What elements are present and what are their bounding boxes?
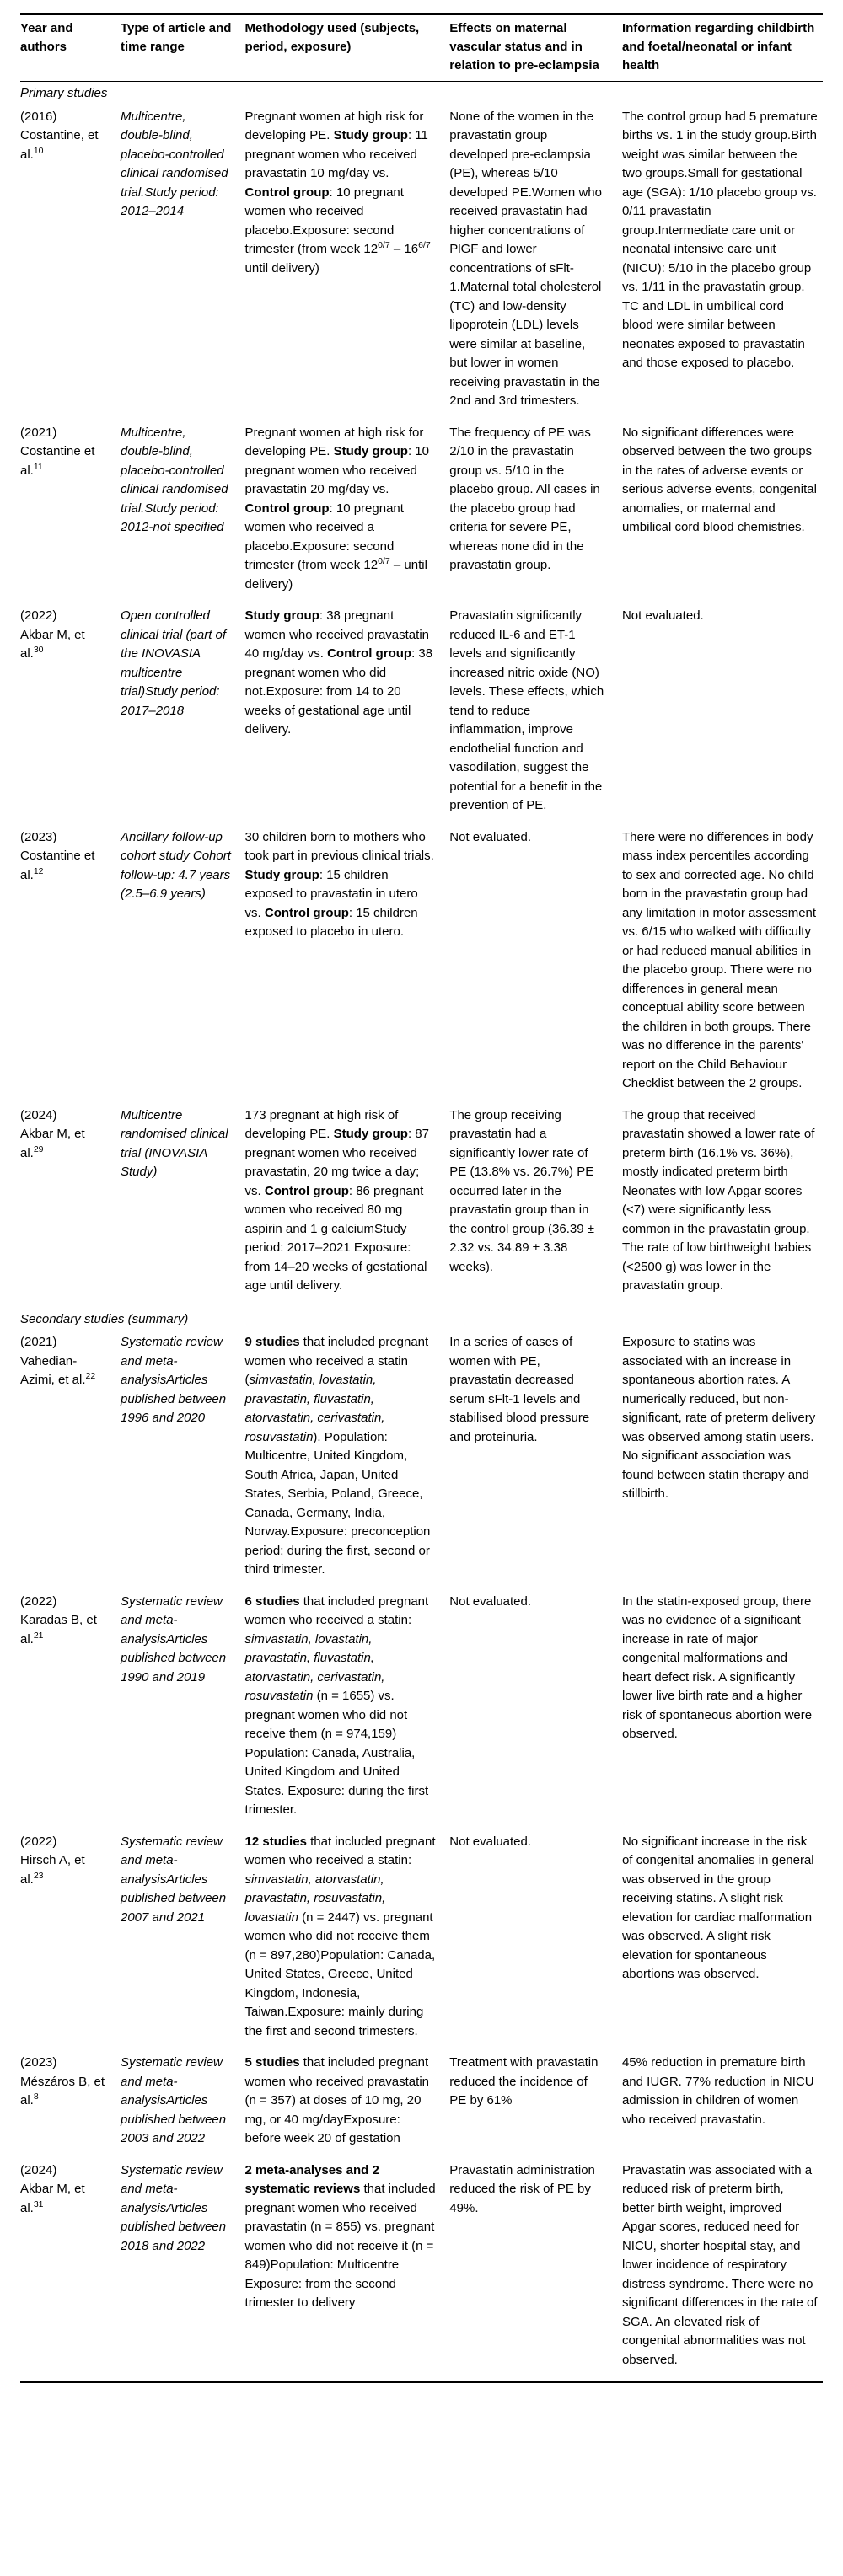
- study-row: [20, 107, 823, 423]
- cell-article-type: Systematic review and meta-analysisArticles published between 1996 and 2020: [121, 1335, 227, 1426]
- study-row: [20, 1832, 823, 2054]
- study-year: (2023): [20, 2055, 57, 2070]
- study-authors: Hirsch A, et al.$^{23}$: [20, 1853, 85, 1887]
- header-row: [20, 14, 823, 82]
- cell-year-authors: [20, 1592, 121, 1832]
- column-header-1: Year and authors: [20, 14, 121, 82]
- cell-outcomes: No significant differences were observed between the two groups in the rates of adverse events or serious adverse events, congenital anomalies, or maternal and umbilical cord blood chemistries.: [621, 425, 817, 535]
- study-year: (2024): [20, 1107, 57, 1122]
- cell-article-type: Systematic review and meta-analysisArticles published between 2003 and 2022: [121, 2055, 227, 2146]
- cell-effects: Treatment with pravastatin reduced the incidence of PE by 61%: [449, 2055, 599, 2108]
- study-authors: Mészáros B, et al.$^8$: [20, 2074, 105, 2108]
- cell-article-type: Systematic review and meta-analysisArticles published between 2007 and 2021: [121, 1834, 227, 1925]
- cell-methodology: Pregnant women at high risk for developing PE. Study group: 11 pregnant women who received pravastatin 10 mg/day vs. Control group: 10 pregnant women who received placebo.Exposure: second trimester (from week $12^{0/7} - 16^{6/7}$ until delivery): [244, 109, 431, 276]
- study-row: [20, 2053, 823, 2161]
- cell-methodology: 2 meta-analyses and 2 systematic reviews that included pregnant women who received pravastatin (n = 855) vs. pregnant women who did not receive it (n = 849)Population: Multicentre Exposure: from the second trimester to delivery: [244, 2162, 436, 2311]
- study-authors: Karadas B, et al.$^{21}$: [20, 1613, 97, 1647]
- cell-year-authors: [20, 1106, 121, 1308]
- cell-methodology: 173 pregnant at high risk of developing PE. Study group: 87 pregnant women who received pravastatin, 20 mg twice a day; vs. Control group: 86 pregnant women who received 80 mg aspirin and 1 g calciumStudy period: 2017–2021 Exposure: from 14–20 weeks of gestational age until delivery.: [244, 1107, 429, 1293]
- cell-article-type: Multicentre, double-blind, placebo-controlled clinical randomised trial.Study period: 2012–2014: [121, 109, 228, 219]
- cell-outcomes: The group that received pravastatin showed a lower rate of preterm birth (16.1% vs. 36%), mostly indicated preterm birth Neonates with low Apgar scores (<7) were significantly less common in the pravastatin group. The rate of low birthweight babies (<2500 g) was lower in the pravastatin group.: [621, 1107, 815, 1293]
- table-header: [20, 14, 823, 82]
- cell-year-authors: [20, 1832, 121, 2054]
- study-year: (2016): [20, 109, 57, 124]
- study-authors: Akbar M, et al.$^{29}$: [20, 1127, 85, 1160]
- cell-outcomes: In the statin-exposed group, there was no evidence of a significant increase in rate of major congenital malformations and heart defect risk. A significantly lower live birth rate and a higher risk of spontaneous abortion were observed.: [621, 1593, 813, 1742]
- cell-outcomes: There were no differences in body mass index percentiles according to sex and corrected age. No child born in the pravastatin group had any limitation in motor assessment vs. 6/15 who walked with difficulty or had reduced manual abilities in the placebo group. There were no differences in general mean conceptual ability score between the children in both groups. There was no difference in the parents' report on the Child Behaviour Checklist between the 2 groups.: [621, 829, 817, 1091]
- cell-effects: In a series of cases of women with PE, pravastatin decreased serum sFlt-1 levels and stabilised blood pressure and proteinuria.: [449, 1335, 590, 1444]
- section-label: Primary studies: [20, 86, 108, 101]
- cell-methodology: 5 studies that included pregnant women who received pravastatin (n = 357) at doses of 10 mg, 20 mg, or 40 mg/dayExposure: before week 20 of gestation: [244, 2055, 429, 2146]
- table-body: [20, 82, 823, 2383]
- cell-year-authors: [20, 827, 121, 1106]
- study-row: [20, 827, 823, 1106]
- cell-year-authors: [20, 1332, 121, 1592]
- study-year: (2022): [20, 608, 57, 624]
- study-row: [20, 1592, 823, 1832]
- cell-outcomes: No significant increase in the risk of congenital anomalies in general was observed in the group receiving statins. A slight risk elevation for cardiac malformation was observed. A slight risk elevation for spontaneous abortions was observed.: [621, 1834, 814, 1982]
- cell-article-type: Systematic review and meta-analysisArticles published between 2018 and 2022: [121, 2162, 227, 2253]
- cell-article-type: Multicentre randomised clinical trial (INOVASIA Study): [121, 1107, 228, 1180]
- column-header-3: Methodology used (subjects, period, exposure): [245, 14, 450, 82]
- study-year: (2023): [20, 829, 57, 844]
- cell-outcomes: The control group had 5 premature births vs. 1 in the study group.Birth weight was similar between the two groups.Small for gestational age (SGA): 1/10 placebo group vs. 0/11 pravastatin group.Intermediate care unit or neonatal intensive care unit (NICU): 5/10 in the placebo group vs. 1/11 in the pravastatin group. TC and LDL in umbilical cord blood were similar between neonates exposed to pravastatin and those exposed to placebo.: [621, 109, 818, 371]
- study-row: [20, 606, 823, 827]
- cell-effects: Not evaluated.: [449, 1593, 532, 1609]
- study-authors: Costantine et al.$^{11}$: [20, 444, 95, 478]
- study-authors: Costantine, et al.$^{10}$: [20, 128, 99, 162]
- study-year: (2024): [20, 2162, 57, 2177]
- cell-effects: The group receiving pravastatin had a significantly lower rate of PE (13.8% vs. 26.7%) PE occurred later in the pravastatin group than in the control group (36.39 ± 2.32 vs. 34.89 ± 3.38 weeks).: [449, 1107, 594, 1274]
- cell-methodology: 12 studies that included pregnant women who received a statin: simvastatin, atorvastatin, pravastatin, rosuvastatin, lovastatin (n = 2447) vs. pregnant women who did not receive them (n = 897,280)Population: Canada, United States, Greece, United Kingdom, Indonesia, Taiwan.Exposure: mainly during the first and second trimesters.: [244, 1834, 436, 2038]
- section-row: [20, 1308, 823, 1333]
- column-header-5: Information regarding childbirth and foetal/neonatal or infant health: [622, 14, 823, 82]
- cell-effects: Pravastatin administration reduced the risk of PE by 49%.: [449, 2162, 595, 2215]
- cell-effects: None of the women in the pravastatin group developed pre-eclampsia (PE), whereas 5/10 developed PE.Women who received pravastatin had higher concentrations of PlGF and lower concentrations of sFlt-1.Maternal total cholesterol (TC) and low-density lipoprotein (LDL) levels were similar at baseline, but lower in women receiving pravastatin in the 2nd and 3rd trimesters.: [449, 109, 602, 409]
- cell-article-type: Ancillary follow-up cohort study Cohort follow-up: 4.7 years (2.5–6.9 years): [121, 829, 231, 902]
- cell-methodology: Pregnant women at high risk for developing PE. Study group: 10 pregnant women who received pravastatin 20 mg/day vs. Control group: 10 pregnant women who received a placebo.Exposure: second trimester (from week $12^{0/7}$ – until delivery): [244, 425, 429, 592]
- study-authors: Vahedian-Azimi, et al.$^{22}$: [20, 1353, 96, 1388]
- study-year: (2021): [20, 1335, 57, 1350]
- study-year: (2021): [20, 425, 57, 440]
- study-authors: Akbar M, et al.$^{31}$: [20, 2182, 85, 2215]
- study-row: [20, 2161, 823, 2383]
- cell-year-authors: [20, 2053, 121, 2161]
- cell-outcomes: Exposure to statins was associated with an increase in spontaneous abortion rates. A numerically reduced, but non-significant, rate of preterm delivery was observed among statin users. No significant association was found between statin therapy and stillbirth.: [621, 1335, 816, 1502]
- cell-effects: Not evaluated.: [449, 829, 532, 844]
- section-row: [20, 82, 823, 107]
- cell-year-authors: [20, 423, 121, 607]
- column-header-4: Effects on maternal vascular status and in relation to pre-eclampsia: [449, 14, 622, 82]
- cell-article-type: Multicentre, double-blind, placebo-controlled clinical randomised trial.Study period: 2012-not specified: [121, 425, 228, 535]
- column-header-2: Type of article and time range: [121, 14, 245, 82]
- cell-methodology: 6 studies that included pregnant women who received a statin: simvastatin, lovastatin, pravastatin, fluvastatin, atorvastatin, cerivastatin, rosuvastatin (n = 1655) vs. pregnant women who did not receive them (n = 974,159) Population: Canada, Australia, United Kingdom and United States. Exposure: during the first trimester.: [244, 1593, 429, 1818]
- study-year: (2022): [20, 1593, 57, 1609]
- cell-outcomes: Not evaluated.: [621, 608, 704, 624]
- cell-year-authors: [20, 107, 121, 423]
- cell-effects: Not evaluated.: [449, 1834, 532, 1849]
- cell-year-authors: [20, 606, 121, 827]
- cell-year-authors: [20, 2161, 121, 2383]
- study-row: [20, 423, 823, 607]
- study-authors: Akbar M, et al.$^{30}$: [20, 627, 85, 661]
- study-authors: Costantine et al.$^{12}$: [20, 849, 95, 882]
- cell-outcomes: Pravastatin was associated with a reduced risk of preterm birth, better birth weight, improved Apgar scores, reduced need for NICU, shorter hospital stay, and lower incidence of respiratory distress syndrome. There were no significant differences in the rate of SGA. An elevated risk of congenital abnormalities was not observed.: [621, 2162, 818, 2367]
- studies-review-table: [20, 13, 823, 2383]
- study-row: [20, 1106, 823, 1308]
- cell-outcomes: 45% reduction in premature birth and IUGR. 77% reduction in NICU admission in children of women who received pravastatin.: [621, 2055, 814, 2127]
- study-year: (2022): [20, 1834, 57, 1849]
- cell-article-type: Open controlled clinical trial (part of the INOVASIA multicentre trial)Study period: 2017–2018: [121, 608, 227, 718]
- cell-effects: The frequency of PE was 2/10 in the pravastatin group vs. 5/10 in the placebo group. All cases in the placebo group had criteria for severe PE, whereas none did in the pravastatin group.: [449, 425, 600, 573]
- cell-methodology: Study group: 38 pregnant women who received pravastatin 40 mg/day vs. Control group: 38 pregnant women who did not.Exposure: from 14 to 20 weeks of gestational age until delivery.: [244, 608, 433, 737]
- study-row: [20, 1332, 823, 1592]
- section-label: Secondary studies (summary): [20, 1311, 189, 1326]
- cell-article-type: Systematic review and meta-analysisArticles published between 1990 and 2019: [121, 1593, 227, 1684]
- cell-methodology: 30 children born to mothers who took part in previous clinical trials. Study group: 15 children exposed to pravastatin in utero vs. Control group: 15 children exposed to placebo in utero.: [244, 829, 434, 940]
- cell-methodology: 9 studies that included pregnant women who received a statin (simvastatin, lovastatin, pravastatin, fluvastatin, atorvastatin, cerivastatin, rosuvastatin). Population: Multicentre, United Kingdom, South Africa, Japan, United States, Serbia, Poland, Greece, Canada, Germany, India, Norway.Exposure: preconception period; during the first, second or third trimester.: [244, 1335, 431, 1577]
- cell-effects: Pravastatin significantly reduced IL-6 and ET-1 levels and significantly increased nitric oxide (NO) levels. These effects, which tend to reduce inflammation, improve endothelial function and vasodilation, suggest the potential for a benefit in the prevention of PE.: [449, 608, 604, 813]
